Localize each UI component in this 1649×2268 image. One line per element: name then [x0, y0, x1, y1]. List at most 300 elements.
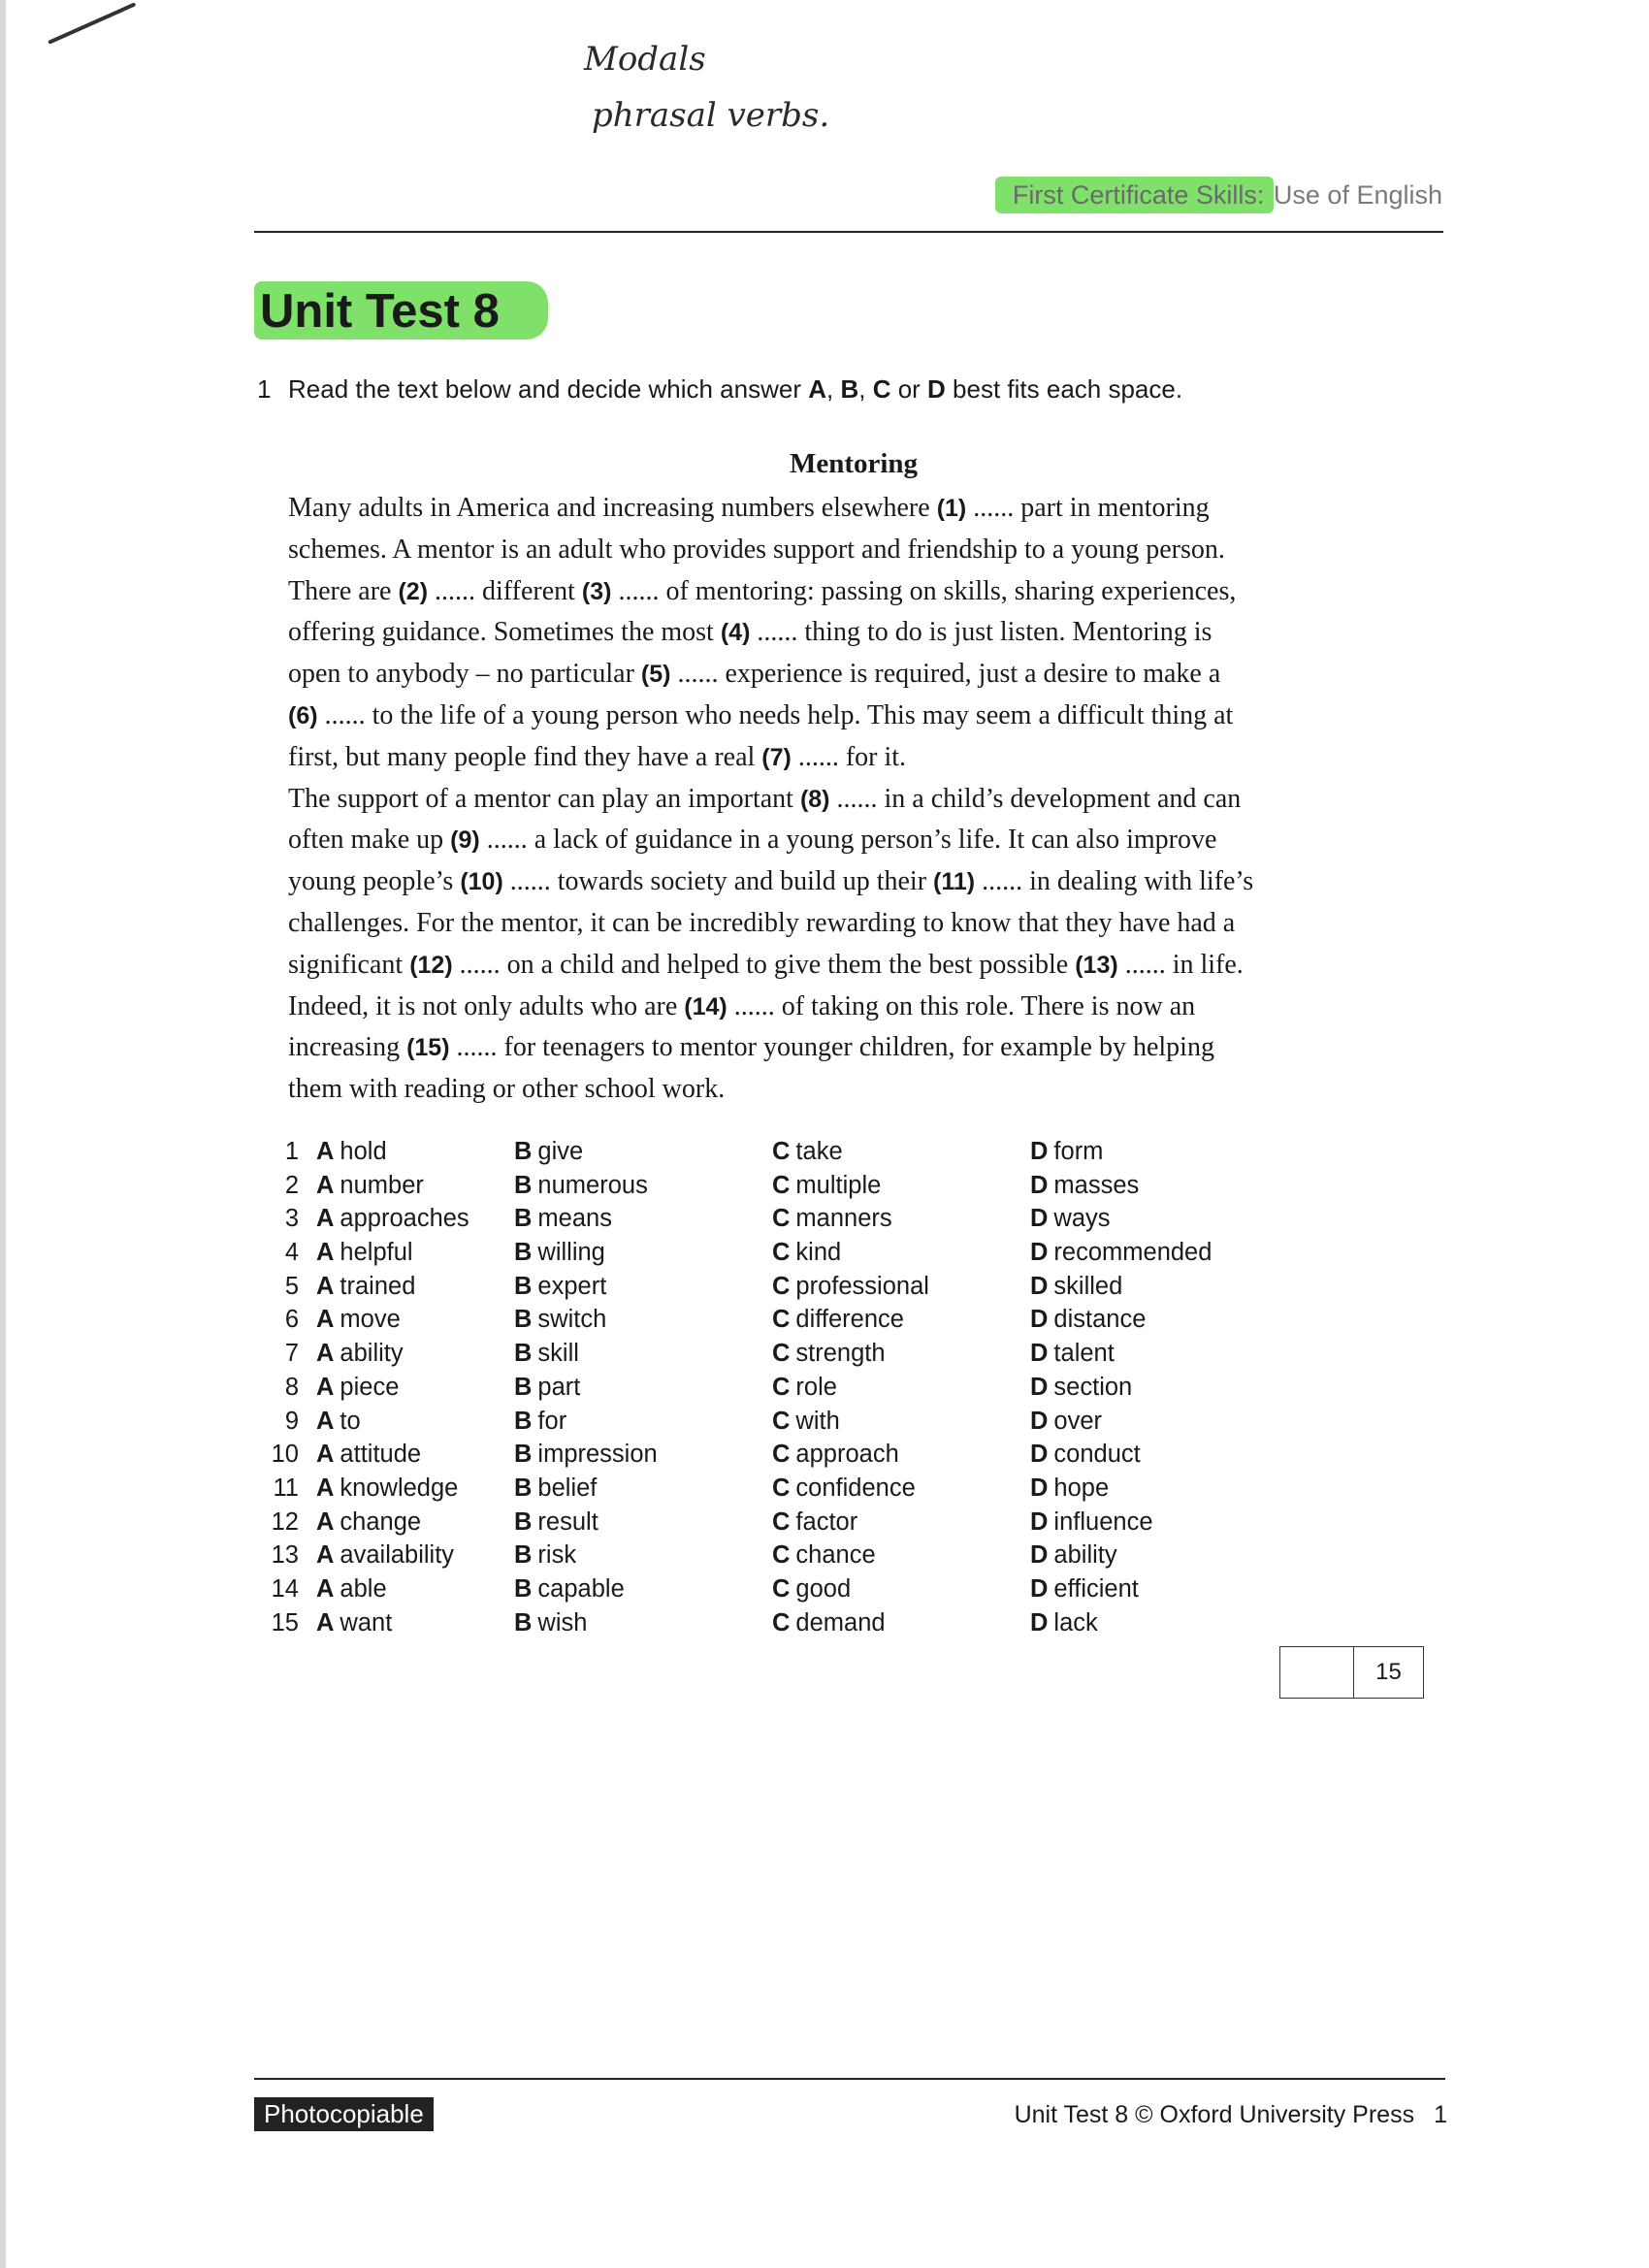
option-letter: C	[772, 1239, 791, 1267]
option-c	[772, 1474, 916, 1503]
option-letter: C	[772, 1205, 791, 1233]
option-letter: C	[772, 1507, 791, 1536]
option-word: kind	[795, 1239, 842, 1267]
option-letter: A	[316, 1474, 335, 1502]
option-letter: B	[514, 1239, 533, 1267]
option-word: impression	[537, 1441, 658, 1469]
option-word: to	[340, 1407, 361, 1435]
option-d	[1030, 1138, 1103, 1166]
option-a	[316, 1408, 361, 1436]
option-c	[772, 1306, 904, 1334]
option-word: switch	[537, 1306, 607, 1334]
passage-text: ...... towards society and build up their	[502, 866, 934, 897]
option-c	[772, 1340, 886, 1368]
option-letter: C	[772, 1340, 791, 1368]
photocopiable-badge: Photocopiable	[254, 2097, 434, 2131]
option-c	[772, 1205, 892, 1233]
passage-line	[288, 530, 1452, 571]
option-word: ability	[340, 1340, 404, 1368]
option-c	[772, 1508, 857, 1537]
passage-text: ...... in a child’s development and can	[829, 783, 1242, 814]
option-word: good	[795, 1574, 852, 1603]
passage-text: Many adults in America and increasing numbers elsewhere	[288, 493, 937, 523]
option-letter: D	[1030, 1507, 1049, 1536]
option-row	[254, 1441, 1321, 1474]
question-number: 3	[284, 1205, 299, 1233]
option-word: availability	[340, 1541, 455, 1570]
option-c	[772, 1138, 843, 1166]
option-letter: C	[772, 1306, 791, 1334]
option-c	[772, 1239, 841, 1267]
option-letter: A	[316, 1608, 335, 1636]
instruction-sep: ,	[826, 374, 841, 404]
score-total: 15	[1375, 1659, 1402, 1685]
option-d	[1030, 1575, 1139, 1604]
question-number: 1	[284, 1138, 299, 1165]
option-a	[316, 1441, 421, 1469]
passage-line	[288, 737, 1452, 779]
option-row	[254, 1374, 1321, 1408]
passage-text: ...... to the life of a young person who needs help. This may seem a difficult thing at	[317, 699, 1234, 730]
gap-number: (12)	[409, 951, 453, 979]
question-number: 12	[271, 1507, 299, 1536]
passage-text: Indeed, it is not only adults who are	[288, 990, 685, 1021]
option-word: result	[537, 1507, 598, 1536]
question-number: 9	[284, 1407, 299, 1435]
gap-number: (13)	[1075, 951, 1118, 979]
question-number: 6	[284, 1306, 299, 1334]
option-word: wish	[537, 1608, 588, 1636]
passage-text: young people’s	[288, 866, 461, 897]
option-word: means	[537, 1205, 612, 1233]
option-a	[316, 1575, 387, 1604]
passage-text: ...... different	[428, 575, 582, 606]
question-number: 7	[284, 1340, 299, 1368]
option-a	[316, 1205, 469, 1233]
passage-text: ...... of mentoring: passing on skills, sharing experiences,	[611, 575, 1237, 606]
option-row	[254, 1138, 1321, 1172]
question-number: 14	[271, 1574, 299, 1603]
option-word: hope	[1053, 1474, 1110, 1502]
option-row	[254, 1306, 1321, 1340]
option-word: talent	[1053, 1340, 1115, 1368]
option-letter: C	[772, 1138, 791, 1165]
passage-text: open to anybody – no particular	[288, 659, 641, 690]
passage-line	[288, 861, 1452, 903]
gap-number: (5)	[640, 661, 671, 689]
question-number: 2	[284, 1171, 299, 1199]
series-header-rest: Use of English	[1273, 180, 1442, 210]
option-row	[254, 1408, 1321, 1442]
option-word: risk	[537, 1541, 577, 1570]
option-d	[1030, 1172, 1139, 1200]
option-word: distance	[1053, 1306, 1147, 1334]
passage-text: ...... experience is required, just a desire to make a	[670, 659, 1221, 690]
option-word: conduct	[1053, 1441, 1141, 1469]
option-word: knowledge	[340, 1474, 459, 1502]
top-divider	[254, 231, 1443, 233]
option-d	[1030, 1273, 1122, 1301]
option-word: multiple	[795, 1171, 882, 1199]
option-c	[772, 1441, 899, 1469]
series-header-highlighted: First Certificate Skills:	[995, 177, 1274, 213]
instruction-letter-d: D	[927, 374, 946, 404]
passage-line	[288, 779, 1452, 821]
gap-number: (10)	[460, 868, 503, 896]
option-letter: C	[772, 1574, 791, 1603]
passage-line	[288, 945, 1452, 987]
option-d	[1030, 1474, 1109, 1503]
question-number: 4	[284, 1239, 299, 1267]
question-number: 15	[271, 1608, 299, 1636]
passage-line	[288, 903, 1452, 945]
gap-number: (15)	[406, 1034, 450, 1062]
option-d	[1030, 1239, 1212, 1267]
option-b	[514, 1374, 580, 1402]
passage-text: often make up	[288, 825, 451, 856]
passage-text: schemes. A mentor is an adult who provides support and friendship to a young person.	[288, 534, 1225, 565]
option-word: numerous	[537, 1171, 648, 1199]
option-a	[316, 1273, 415, 1301]
option-b	[514, 1138, 583, 1166]
option-letter: B	[514, 1507, 533, 1536]
option-a	[316, 1508, 421, 1537]
option-letter: A	[316, 1138, 335, 1165]
option-letter: B	[514, 1306, 533, 1334]
option-word: piece	[340, 1373, 400, 1401]
passage-text: ...... a lack of guidance in a young person’s life. It can also improve	[479, 825, 1217, 856]
option-letter: B	[514, 1340, 533, 1368]
passage-text: ...... for it.	[791, 741, 907, 772]
option-word: expert	[537, 1272, 607, 1300]
option-word: lack	[1053, 1608, 1098, 1636]
option-word: trained	[340, 1272, 416, 1300]
passage-line	[288, 1027, 1452, 1069]
option-word: over	[1053, 1407, 1103, 1435]
passage-line	[288, 571, 1452, 613]
option-c	[772, 1408, 840, 1436]
passage-text: ...... part in mentoring	[966, 493, 1210, 523]
option-word: part	[537, 1373, 581, 1401]
option-b	[514, 1575, 625, 1604]
option-word: willing	[537, 1239, 605, 1267]
option-letter: D	[1030, 1541, 1049, 1570]
option-letter: D	[1030, 1205, 1049, 1233]
option-row	[254, 1172, 1321, 1206]
option-letter: D	[1030, 1306, 1049, 1334]
option-word: confidence	[795, 1474, 916, 1502]
option-word: efficient	[1053, 1574, 1139, 1603]
passage-line	[288, 987, 1452, 1028]
option-letter: D	[1030, 1171, 1049, 1199]
option-d	[1030, 1408, 1102, 1436]
option-word: approaches	[340, 1205, 469, 1233]
passage-text: ...... in life.	[1117, 949, 1244, 980]
option-word: for	[537, 1407, 567, 1435]
option-letter: C	[772, 1608, 791, 1636]
option-c	[772, 1273, 929, 1301]
option-word: ability	[1053, 1541, 1117, 1570]
option-word: helpful	[340, 1239, 413, 1267]
pen-stroke-mark	[48, 2, 136, 45]
option-letter: B	[514, 1205, 533, 1233]
option-letter: C	[772, 1407, 791, 1435]
option-letter: C	[772, 1272, 791, 1300]
series-header	[995, 180, 1442, 211]
option-c	[772, 1374, 837, 1402]
option-word: capable	[537, 1574, 625, 1603]
option-b	[514, 1306, 606, 1334]
instruction-letter-b: B	[840, 374, 859, 404]
page-title: Unit Test 8	[254, 281, 548, 340]
footer-credit	[1015, 2101, 1447, 2129]
option-a	[316, 1374, 399, 1402]
option-letter: B	[514, 1608, 533, 1636]
option-letter: B	[514, 1138, 533, 1165]
option-word: factor	[795, 1507, 858, 1536]
option-word: masses	[1053, 1171, 1140, 1199]
passage-text: There are	[288, 575, 399, 606]
option-row	[254, 1340, 1321, 1374]
option-c	[772, 1575, 851, 1604]
question-number: 5	[284, 1272, 299, 1300]
handwritten-line-1: Modals	[584, 40, 706, 79]
option-d	[1030, 1340, 1115, 1368]
option-row	[254, 1239, 1321, 1273]
option-word: able	[340, 1574, 387, 1603]
option-word: difference	[795, 1306, 904, 1334]
passage-line	[288, 654, 1452, 696]
passage-title: Mentoring	[789, 448, 919, 479]
question-number: 10	[271, 1441, 299, 1469]
answer-options-list	[254, 1138, 1321, 1642]
option-c	[772, 1541, 876, 1570]
option-d	[1030, 1508, 1153, 1537]
passage-text: significant	[288, 949, 410, 980]
page-number: 1	[1434, 2101, 1447, 2128]
option-word: give	[537, 1138, 584, 1165]
option-row	[254, 1474, 1321, 1508]
option-letter: A	[316, 1239, 335, 1267]
gap-number: (6)	[288, 701, 318, 729]
option-b	[514, 1172, 648, 1200]
option-word: form	[1053, 1138, 1104, 1165]
passage-line	[288, 696, 1452, 737]
passage-text: challenges. For the mentor, it can be incredibly rewarding to know that they have had a	[288, 907, 1236, 938]
option-letter: A	[316, 1407, 335, 1435]
option-word: skilled	[1053, 1272, 1123, 1300]
gap-number: (7)	[761, 743, 792, 771]
handwritten-line-2: phrasal verbs.	[592, 96, 830, 135]
gap-number: (3)	[581, 577, 612, 605]
score-box	[1279, 1646, 1424, 1699]
option-word: chance	[795, 1541, 876, 1570]
option-letter: D	[1030, 1340, 1049, 1368]
option-b	[514, 1408, 566, 1436]
option-letter: B	[514, 1272, 533, 1300]
option-d	[1030, 1306, 1146, 1334]
option-word: ways	[1053, 1205, 1111, 1233]
instruction-sep: ,	[858, 374, 873, 404]
option-c	[772, 1609, 886, 1637]
option-b	[514, 1474, 597, 1503]
question-number: 11	[273, 1474, 299, 1502]
option-word: section	[1053, 1373, 1133, 1401]
option-letter: A	[316, 1205, 335, 1233]
option-row	[254, 1508, 1321, 1542]
instruction-text-start: Read the text below and decide which answer	[288, 374, 809, 404]
option-b	[514, 1239, 605, 1267]
gap-number: (2)	[398, 577, 429, 605]
passage-text: ...... thing to do is just listen. Mentoring is	[750, 617, 1212, 648]
option-letter: A	[316, 1171, 335, 1199]
option-d	[1030, 1374, 1132, 1402]
option-a	[316, 1474, 458, 1503]
option-a	[316, 1306, 401, 1334]
option-a	[316, 1172, 424, 1200]
option-letter: D	[1030, 1441, 1049, 1469]
passage-line	[288, 820, 1452, 861]
gap-number: (8)	[799, 785, 830, 813]
instruction-letter-c: C	[872, 374, 891, 404]
page-edge	[0, 0, 6, 2268]
option-row	[254, 1541, 1321, 1575]
passage-text: ...... on a child and helped to give them the best possible	[452, 949, 1076, 980]
option-word: hold	[340, 1138, 387, 1165]
option-b	[514, 1205, 612, 1233]
option-a	[316, 1609, 392, 1637]
option-word: strength	[795, 1340, 886, 1368]
option-letter: D	[1030, 1138, 1049, 1165]
passage-text: them with reading or other school work.	[288, 1074, 726, 1105]
option-a	[316, 1541, 454, 1570]
passage-body	[288, 488, 1452, 1111]
option-letter: B	[514, 1407, 533, 1435]
gap-number: (1)	[936, 495, 967, 522]
option-letter: D	[1030, 1239, 1049, 1267]
option-word: change	[340, 1507, 422, 1536]
option-letter: D	[1030, 1373, 1049, 1401]
option-d	[1030, 1205, 1111, 1233]
instruction-number: 1	[257, 374, 272, 404]
option-word: take	[795, 1138, 843, 1165]
option-word: demand	[795, 1608, 886, 1636]
passage-text: increasing	[288, 1032, 407, 1063]
option-word: with	[795, 1407, 840, 1435]
question-number: 8	[284, 1373, 299, 1401]
option-word: attitude	[340, 1441, 422, 1469]
option-letter: B	[514, 1474, 533, 1502]
option-word: belief	[537, 1474, 598, 1502]
passage-line	[288, 488, 1452, 530]
passage-text: ...... of taking on this role. There is now an	[727, 990, 1196, 1021]
option-letter: B	[514, 1574, 533, 1603]
instruction-text-end: best fits each space.	[945, 374, 1183, 404]
option-letter: D	[1030, 1474, 1049, 1502]
option-letter: A	[316, 1373, 335, 1401]
passage-line	[288, 1069, 1452, 1111]
option-letter: B	[514, 1441, 533, 1469]
option-letter: A	[316, 1441, 335, 1469]
option-b	[514, 1508, 598, 1537]
option-word: number	[340, 1171, 424, 1199]
option-letter: C	[772, 1474, 791, 1502]
option-word: approach	[795, 1441, 899, 1469]
bottom-divider	[254, 2078, 1445, 2080]
question-number: 13	[271, 1541, 299, 1570]
passage-text: ...... for teenagers to mentor younger children, for example by helping	[449, 1032, 1214, 1063]
passage-text: The support of a mentor can play an important	[288, 783, 800, 814]
footer-credit-text: Unit Test 8 © Oxford University Press	[1014, 2101, 1415, 2128]
option-letter: D	[1030, 1608, 1049, 1636]
passage-text: offering guidance. Sometimes the most	[288, 617, 721, 648]
option-b	[514, 1340, 579, 1368]
option-letter: A	[316, 1272, 335, 1300]
option-b	[514, 1273, 606, 1301]
option-word: skill	[537, 1340, 579, 1368]
option-b	[514, 1541, 576, 1570]
option-word: manners	[795, 1205, 892, 1233]
option-letter: A	[316, 1340, 335, 1368]
option-letter: D	[1030, 1407, 1049, 1435]
passage-text: ...... in dealing with life’s	[975, 866, 1254, 897]
option-row	[254, 1575, 1321, 1609]
option-d	[1030, 1609, 1098, 1637]
option-word: professional	[795, 1272, 929, 1300]
option-b	[514, 1609, 587, 1637]
option-letter: A	[316, 1574, 335, 1603]
option-word: role	[795, 1373, 837, 1401]
passage-text: first, but many people find they have a real	[288, 741, 762, 772]
option-letter: C	[772, 1441, 791, 1469]
gap-number: (4)	[720, 619, 751, 647]
handwritten-note	[580, 29, 949, 146]
option-letter: B	[514, 1171, 533, 1199]
option-a	[316, 1340, 404, 1368]
instruction-letter-a: A	[808, 374, 826, 404]
option-row	[254, 1205, 1321, 1239]
option-row	[254, 1609, 1321, 1643]
gap-number: (14)	[684, 992, 728, 1021]
option-d	[1030, 1541, 1117, 1570]
option-letter: C	[772, 1171, 791, 1199]
gap-number: (11)	[933, 868, 976, 896]
option-letter: C	[772, 1541, 791, 1570]
option-letter: A	[316, 1541, 335, 1570]
option-letter: C	[772, 1373, 791, 1401]
option-d	[1030, 1441, 1141, 1469]
option-letter: A	[316, 1507, 335, 1536]
option-a	[316, 1239, 413, 1267]
option-letter: B	[514, 1541, 533, 1570]
option-letter: A	[316, 1306, 335, 1334]
option-word: recommended	[1053, 1239, 1212, 1267]
option-word: want	[340, 1608, 393, 1636]
option-word: move	[340, 1306, 401, 1334]
instruction-or: or	[890, 374, 928, 404]
option-row	[254, 1273, 1321, 1307]
option-c	[772, 1172, 881, 1200]
option-letter: D	[1030, 1272, 1049, 1300]
option-a	[316, 1138, 387, 1166]
gap-number: (9)	[450, 826, 480, 855]
option-letter: B	[514, 1373, 533, 1401]
option-b	[514, 1441, 658, 1469]
option-letter: D	[1030, 1574, 1049, 1603]
score-entry-field[interactable]	[1280, 1647, 1354, 1698]
option-word: influence	[1053, 1507, 1153, 1536]
passage-line	[288, 612, 1452, 654]
